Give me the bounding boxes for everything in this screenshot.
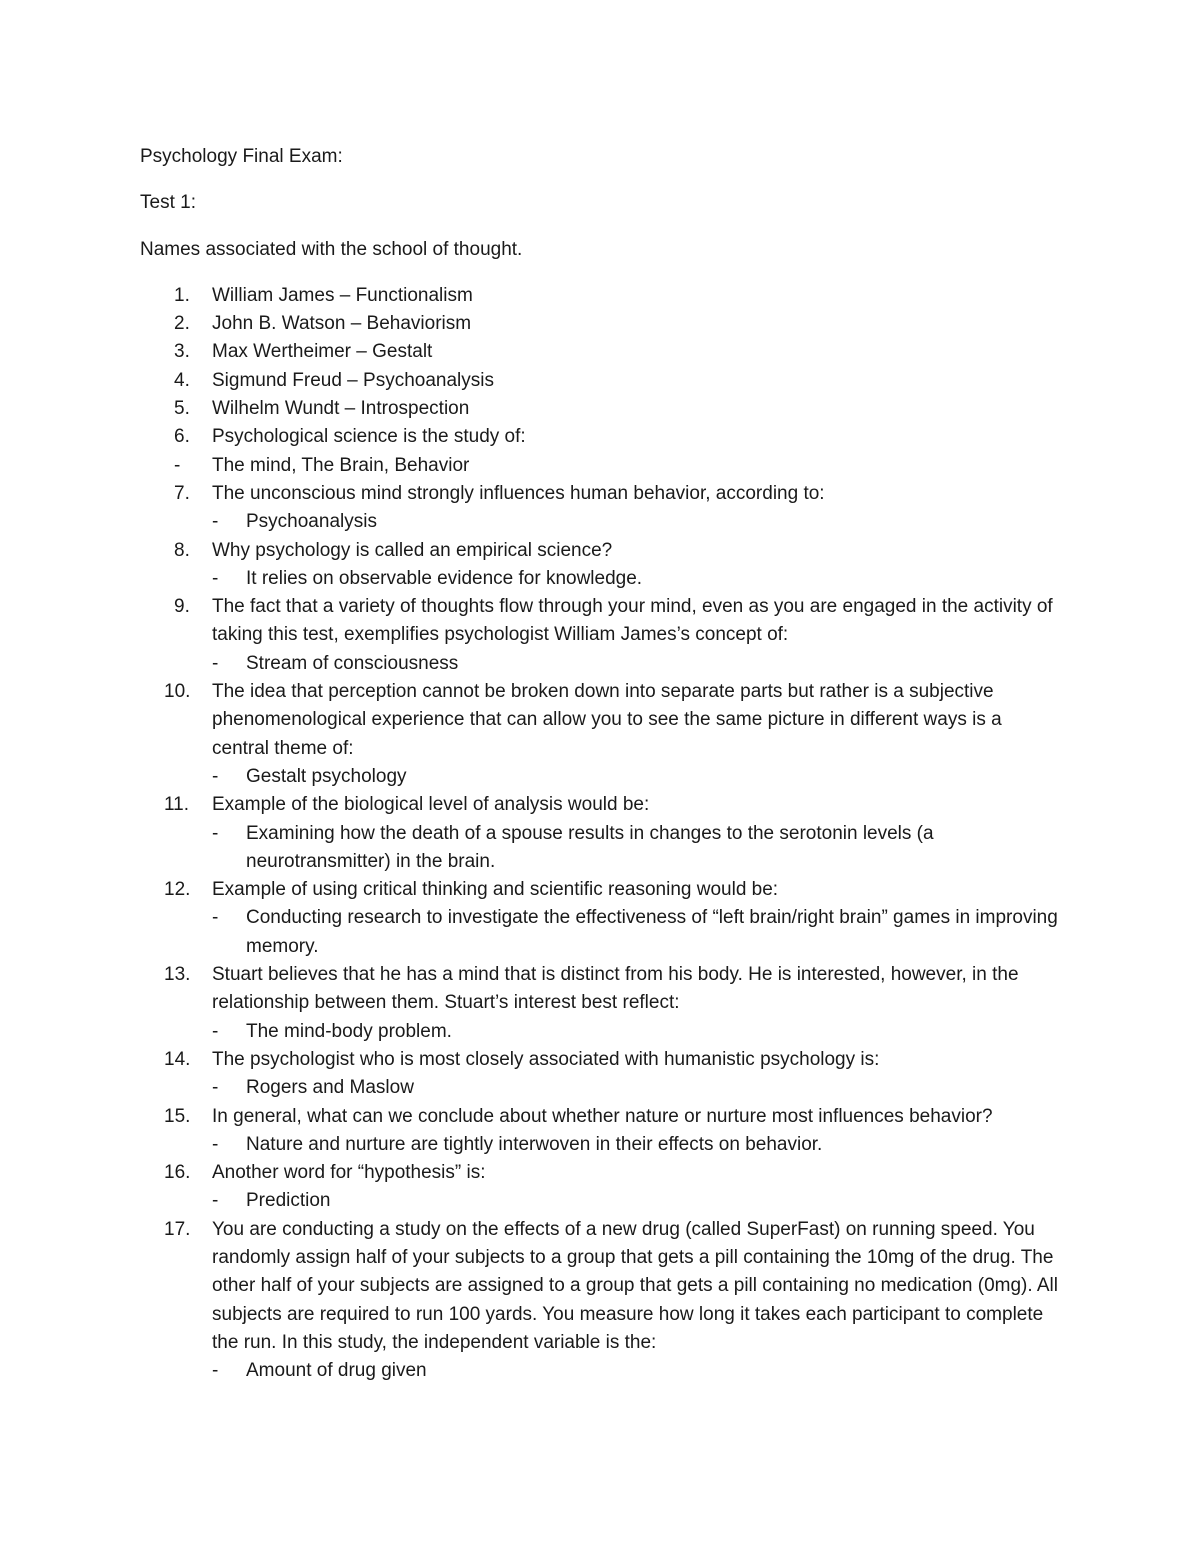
answer-line bbox=[140, 1018, 1060, 1046]
list-item bbox=[140, 395, 1060, 423]
answer-line bbox=[140, 904, 1060, 961]
answer-line bbox=[140, 1187, 1060, 1215]
item-number: 17. bbox=[164, 1218, 191, 1240]
list-item bbox=[140, 537, 1060, 565]
item-text: John B. Watson – Behaviorism bbox=[212, 313, 472, 335]
document-body bbox=[140, 143, 1060, 1385]
answer-text: Prediction bbox=[246, 1190, 331, 1212]
list-item bbox=[140, 310, 1060, 338]
item-text: You are conducting a study on the effects of a new drug (called SuperFast) on running speed. You randomly assign half of your subjects to a group that gets a pill containing the 10mg of the drug. The other half of your subjects are assigned to a group that gets a pill containing no medication (0mg). All subjects are required to run 100 yards. You measure how long it takes each participant to complete the run. In this study, the independent variable is the: bbox=[212, 1218, 1058, 1353]
dash-bullet: - bbox=[212, 907, 219, 929]
item-text: Example of the biological level of analysis would be: bbox=[212, 794, 650, 816]
item-number: 14. bbox=[164, 1048, 191, 1070]
dash-bullet: - bbox=[174, 454, 181, 476]
answer-text: It relies on observable evidence for knowledge. bbox=[246, 567, 643, 589]
item-text: William James – Functionalism bbox=[212, 284, 473, 306]
item-number: 11. bbox=[164, 794, 190, 816]
answer-line bbox=[140, 452, 1060, 480]
list-item bbox=[140, 480, 1060, 508]
dash-bullet: - bbox=[212, 1133, 219, 1155]
list-item bbox=[140, 423, 1060, 451]
item-number: 6. bbox=[174, 426, 190, 448]
answer-text: Psychoanalysis bbox=[246, 511, 377, 533]
item-number: 15. bbox=[164, 1105, 191, 1127]
answer-line bbox=[140, 1131, 1060, 1159]
dash-bullet: - bbox=[212, 652, 219, 674]
item-text: The fact that a variety of thoughts flow through your mind, even as you are engaged in the activity of taking this test, exemplifies psychologist William James’s concept of: bbox=[212, 596, 1053, 646]
item-number: 1. bbox=[174, 284, 190, 306]
answer-line bbox=[140, 1074, 1060, 1102]
answer-text: Gestalt psychology bbox=[246, 765, 407, 787]
item-text: Stuart believes that he has a mind that is distinct from his body. He is interested, however, in the relationship between them. Stuart’s interest best reflect: bbox=[212, 964, 1019, 1014]
list-item bbox=[140, 678, 1060, 763]
dash-bullet: - bbox=[212, 1360, 219, 1382]
list-item bbox=[140, 593, 1060, 650]
item-number: 12. bbox=[164, 879, 191, 901]
item-text: The idea that perception cannot be broken down into separate parts but rather is a subjective phenomenological experience that can allow you to see the same picture in different ways is a central theme of: bbox=[212, 681, 1002, 759]
answer-text: Amount of drug given bbox=[246, 1360, 427, 1382]
item-text: Example of using critical thinking and scientific reasoning would be: bbox=[212, 879, 779, 901]
list-item bbox=[140, 791, 1060, 819]
answer-line bbox=[140, 763, 1060, 791]
item-number: 3. bbox=[174, 341, 190, 363]
answer-text: Conducting research to investigate the effectiveness of “left brain/right brain” games in improving memory. bbox=[246, 907, 1058, 957]
answer-line bbox=[140, 1357, 1060, 1385]
item-text: Wilhelm Wundt – Introspection bbox=[212, 398, 470, 420]
item-text: Another word for “hypothesis” is: bbox=[212, 1162, 486, 1184]
answer-text: Nature and nurture are tightly interwoven in their effects on behavior. bbox=[246, 1133, 823, 1155]
item-number: 9. bbox=[174, 596, 190, 618]
item-number: 4. bbox=[174, 369, 190, 391]
list-item bbox=[140, 338, 1060, 366]
list-item bbox=[140, 1046, 1060, 1074]
answer-line bbox=[140, 820, 1060, 877]
list-item bbox=[140, 876, 1060, 904]
answer-text: Rogers and Maslow bbox=[246, 1077, 414, 1099]
dash-bullet: - bbox=[212, 822, 219, 844]
dash-bullet: - bbox=[212, 1077, 219, 1099]
dash-bullet: - bbox=[212, 765, 219, 787]
item-number: 5. bbox=[174, 398, 190, 420]
item-text: The psychologist who is most closely associated with humanistic psychology is: bbox=[212, 1048, 880, 1070]
list-item bbox=[140, 1216, 1060, 1357]
item-text: Max Wertheimer – Gestalt bbox=[212, 341, 433, 363]
answer-text: The mind-body problem. bbox=[246, 1020, 452, 1042]
item-number: 10. bbox=[164, 681, 191, 703]
item-text: Sigmund Freud – Psychoanalysis bbox=[212, 369, 494, 391]
dash-bullet: - bbox=[212, 1020, 219, 1042]
item-number: 8. bbox=[174, 539, 190, 561]
item-text: Psychological science is the study of: bbox=[212, 426, 526, 448]
intro-text: Names associated with the school of thought. bbox=[140, 238, 523, 260]
document-title: Psychology Final Exam: bbox=[140, 146, 343, 167]
list-item bbox=[140, 367, 1060, 395]
item-text: The unconscious mind strongly influences human behavior, according to: bbox=[212, 482, 825, 504]
list-item bbox=[140, 1159, 1060, 1187]
answer-line bbox=[140, 650, 1060, 678]
answer-text: Stream of consciousness bbox=[246, 652, 459, 674]
item-number: 13. bbox=[164, 964, 191, 986]
item-number: 7. bbox=[174, 482, 190, 504]
item-number: 2. bbox=[174, 313, 190, 335]
dash-bullet: - bbox=[212, 1190, 219, 1212]
answer-line bbox=[140, 565, 1060, 593]
list-item bbox=[140, 282, 1060, 310]
list-item bbox=[140, 1103, 1060, 1131]
test-heading: Test 1: bbox=[140, 192, 196, 214]
item-text: In general, what can we conclude about whether nature or nurture most influences behavior? bbox=[212, 1105, 993, 1127]
dash-bullet: - bbox=[212, 567, 219, 589]
list-item bbox=[140, 961, 1060, 1018]
answer-text: The mind, The Brain, Behavior bbox=[212, 454, 470, 476]
answer-line bbox=[140, 508, 1060, 536]
item-text: Why psychology is called an empirical science? bbox=[212, 539, 613, 561]
answer-text: Examining how the death of a spouse results in changes to the serotonin levels (a neurotransmitter) in the brain. bbox=[246, 822, 934, 872]
dash-bullet: - bbox=[212, 511, 219, 533]
question-list bbox=[140, 282, 1060, 1386]
item-number: 16. bbox=[164, 1162, 191, 1184]
